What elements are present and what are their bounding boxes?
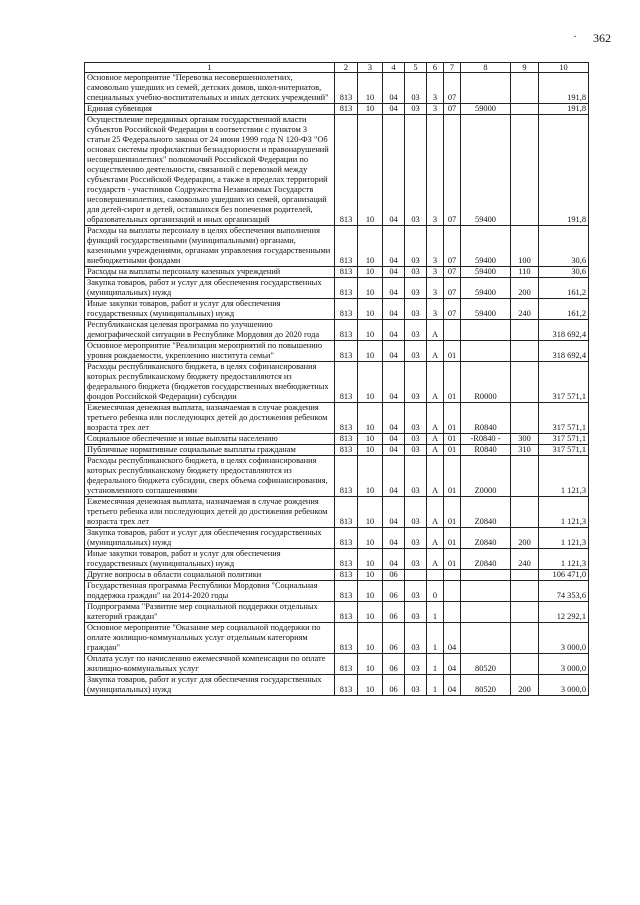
code-cell: 06 bbox=[383, 675, 405, 696]
amount-cell: 106 471,0 bbox=[539, 570, 589, 581]
code-cell: А bbox=[427, 549, 444, 570]
code-cell bbox=[405, 570, 427, 581]
table-row bbox=[85, 278, 589, 299]
code-cell: 04 bbox=[383, 528, 405, 549]
code-cell: 300 bbox=[511, 434, 539, 445]
row-name-cell: Расходы на выплаты персоналу казенных учреждений bbox=[85, 267, 335, 278]
code-cell: А bbox=[427, 456, 444, 497]
code-cell: 3 bbox=[427, 226, 444, 267]
code-cell: 1 bbox=[427, 602, 444, 623]
code-cell: R0840 bbox=[461, 445, 511, 456]
amount-cell: 318 692,4 bbox=[539, 341, 589, 362]
amount-cell: 3 000,0 bbox=[539, 675, 589, 696]
code-cell: 813 bbox=[335, 456, 358, 497]
row-name-cell: Социальное обеспечение и иные выплаты населению bbox=[85, 434, 335, 445]
code-cell: 04 bbox=[444, 675, 461, 696]
code-cell bbox=[461, 320, 511, 341]
code-cell: 06 bbox=[383, 602, 405, 623]
code-cell: 03 bbox=[405, 320, 427, 341]
code-cell: 04 bbox=[383, 226, 405, 267]
code-cell bbox=[511, 73, 539, 104]
code-cell bbox=[511, 320, 539, 341]
amount-cell: 317 571,1 bbox=[539, 434, 589, 445]
code-cell: 3 bbox=[427, 299, 444, 320]
row-name-cell: Расходы республиканского бюджета, в целях софинансирования которых республиканскому бюджету предоставляются из федерального бюджета (бюджетов государственных внебюджетных фондов Российской Федерации) субсидии bbox=[85, 362, 335, 403]
code-cell: 04 bbox=[444, 654, 461, 675]
code-cell: 04 bbox=[383, 299, 405, 320]
code-cell: 03 bbox=[405, 104, 427, 115]
table-row bbox=[85, 267, 589, 278]
code-cell: 03 bbox=[405, 456, 427, 497]
table-row bbox=[85, 226, 589, 267]
code-cell: 10 bbox=[358, 528, 383, 549]
code-cell: 03 bbox=[405, 434, 427, 445]
code-cell: 10 bbox=[358, 403, 383, 434]
table-row bbox=[85, 115, 589, 226]
row-name-cell: Подпрограмма "Развитие мер социальной поддержки отдельных категорий граждан" bbox=[85, 602, 335, 623]
code-cell: А bbox=[427, 434, 444, 445]
code-cell: 01 bbox=[444, 549, 461, 570]
row-name-cell: Осуществление переданных органам государственной власти субъектов Российской Федерации в соответствии с пунктом 3 статьи 25 Федерального закона от 24 июня 1999 года N 120-ФЗ "Об основах системы профилактики безнадзорности и правонарушений несовершеннолетних" полномочий Российской Федерации по осуществлению деятельности, связанной с перевозкой между субъектами Российской Федерации, а также в пределах территорий государств - участников Содружества Независимых Государств несовершеннолетних, самовольно ушедших из семей, организаций для детей-сирот и детей, оставшихся без попечения родителей, образовательных организаций и иных организаций bbox=[85, 115, 335, 226]
table-row bbox=[85, 320, 589, 341]
code-cell: 10 bbox=[358, 299, 383, 320]
code-cell: 06 bbox=[383, 623, 405, 654]
code-cell: 10 bbox=[358, 320, 383, 341]
code-cell: 03 bbox=[405, 602, 427, 623]
row-name-cell: Ежемесячная денежная выплата, назначаемая в случае рождения третьего ребенка или последующих детей до достижения ребенком возраста трех лет bbox=[85, 497, 335, 528]
row-name-cell: Основное мероприятие "Перевозка несовершеннолетних, самовольно ушедших из семей, детских домов, школ-интернатов, специальных учебно-воспитательных и иных детских учреждений" bbox=[85, 73, 335, 104]
code-cell: 813 bbox=[335, 497, 358, 528]
row-name-cell: Расходы на выплаты персоналу в целях обеспечения выполнения функций государственными (муниципальными) органами, казенными учреждениями, органами управления государственными внебюджетными фондами bbox=[85, 226, 335, 267]
code-cell: 10 bbox=[358, 278, 383, 299]
code-cell: 813 bbox=[335, 226, 358, 267]
page-number-value: 362 bbox=[593, 31, 611, 45]
code-cell: 200 bbox=[511, 528, 539, 549]
code-cell: 80520 bbox=[461, 675, 511, 696]
code-cell: 10 bbox=[358, 456, 383, 497]
code-cell: 813 bbox=[335, 320, 358, 341]
code-cell: 01 bbox=[444, 341, 461, 362]
code-cell: 07 bbox=[444, 73, 461, 104]
code-cell: 110 bbox=[511, 267, 539, 278]
code-cell: 03 bbox=[405, 115, 427, 226]
amount-cell: 3 000,0 bbox=[539, 654, 589, 675]
code-cell bbox=[511, 362, 539, 403]
code-cell: 03 bbox=[405, 528, 427, 549]
code-cell: 10 bbox=[358, 434, 383, 445]
code-cell: 813 bbox=[335, 570, 358, 581]
amount-cell: 317 571,1 bbox=[539, 403, 589, 434]
code-cell: 04 bbox=[383, 549, 405, 570]
code-cell: 10 bbox=[358, 445, 383, 456]
code-cell: 10 bbox=[358, 581, 383, 602]
code-cell: 04 bbox=[383, 497, 405, 528]
code-cell bbox=[511, 497, 539, 528]
table-row bbox=[85, 456, 589, 497]
code-cell: 80520 bbox=[461, 654, 511, 675]
code-cell: 03 bbox=[405, 403, 427, 434]
code-cell bbox=[461, 570, 511, 581]
code-cell: 10 bbox=[358, 226, 383, 267]
column-header: 3 bbox=[358, 63, 383, 73]
table-row bbox=[85, 549, 589, 570]
code-cell: 03 bbox=[405, 278, 427, 299]
row-name-cell: Республиканская целевая программа по улучшению демографической ситуации в Республике Мордовия до 2020 года bbox=[85, 320, 335, 341]
amount-cell: 318 692,4 bbox=[539, 320, 589, 341]
code-cell: 1 bbox=[427, 675, 444, 696]
row-name-cell: Государственная программа Республики Мордовия "Социальная поддержка граждан" на 2014-2020 годы bbox=[85, 581, 335, 602]
code-cell: 0 bbox=[427, 581, 444, 602]
code-cell: 59400 bbox=[461, 115, 511, 226]
row-name-cell: Публичные нормативные социальные выплаты гражданам bbox=[85, 445, 335, 456]
code-cell: 59400 bbox=[461, 278, 511, 299]
code-cell bbox=[511, 654, 539, 675]
code-cell: А bbox=[427, 445, 444, 456]
code-cell bbox=[444, 581, 461, 602]
code-cell: А bbox=[427, 528, 444, 549]
code-cell: 59400 bbox=[461, 267, 511, 278]
code-cell bbox=[444, 602, 461, 623]
column-header: 5 bbox=[405, 63, 427, 73]
code-cell: 59400 bbox=[461, 299, 511, 320]
row-name-cell: Закупка товаров, работ и услуг для обеспечения государственных (муниципальных) нужд bbox=[85, 528, 335, 549]
code-cell: 07 bbox=[444, 104, 461, 115]
code-cell: 10 bbox=[358, 115, 383, 226]
code-cell: 03 bbox=[405, 299, 427, 320]
code-cell: 813 bbox=[335, 528, 358, 549]
table-row bbox=[85, 299, 589, 320]
code-cell: 04 bbox=[383, 104, 405, 115]
code-cell bbox=[511, 115, 539, 226]
code-cell: 03 bbox=[405, 623, 427, 654]
row-name-cell: Ежемесячная денежная выплата, назначаемая в случае рождения третьего ребенка или последующих детей до достижения ребенком возраста трех лет bbox=[85, 403, 335, 434]
table-row bbox=[85, 675, 589, 696]
code-cell: 3 bbox=[427, 278, 444, 299]
code-cell bbox=[461, 73, 511, 104]
code-cell: Z0840 bbox=[461, 549, 511, 570]
code-cell: 813 bbox=[335, 602, 358, 623]
code-cell bbox=[461, 581, 511, 602]
table-row bbox=[85, 528, 589, 549]
code-cell: 240 bbox=[511, 299, 539, 320]
amount-cell: 30,6 bbox=[539, 226, 589, 267]
code-cell: 813 bbox=[335, 115, 358, 226]
code-cell: 10 bbox=[358, 104, 383, 115]
code-cell: 06 bbox=[383, 654, 405, 675]
code-cell: R0840 bbox=[461, 403, 511, 434]
table-row bbox=[85, 497, 589, 528]
code-cell: 04 bbox=[383, 341, 405, 362]
row-name-cell: Закупка товаров, работ и услуг для обеспечения государственных (муниципальных) нужд bbox=[85, 675, 335, 696]
table-row bbox=[85, 104, 589, 115]
code-cell: 10 bbox=[358, 362, 383, 403]
header-row bbox=[85, 63, 589, 73]
code-cell: 01 bbox=[444, 434, 461, 445]
code-cell bbox=[511, 104, 539, 115]
budget-table bbox=[84, 62, 589, 696]
code-cell: А bbox=[427, 362, 444, 403]
column-header: 6 bbox=[427, 63, 444, 73]
code-cell bbox=[511, 623, 539, 654]
code-cell: 07 bbox=[444, 115, 461, 226]
table-row bbox=[85, 570, 589, 581]
code-cell bbox=[511, 456, 539, 497]
code-cell: 10 bbox=[358, 654, 383, 675]
table-row bbox=[85, 581, 589, 602]
page-dot: · bbox=[573, 29, 577, 43]
code-cell: 813 bbox=[335, 581, 358, 602]
table-row bbox=[85, 434, 589, 445]
code-cell: 1 bbox=[427, 623, 444, 654]
code-cell: 10 bbox=[358, 73, 383, 104]
code-cell: 3 bbox=[427, 73, 444, 104]
table-row bbox=[85, 403, 589, 434]
code-cell: 04 bbox=[383, 362, 405, 403]
table-row bbox=[85, 362, 589, 403]
code-cell: 3 bbox=[427, 104, 444, 115]
code-cell: 813 bbox=[335, 623, 358, 654]
code-cell: 03 bbox=[405, 267, 427, 278]
amount-cell: 1 121,3 bbox=[539, 497, 589, 528]
code-cell: 813 bbox=[335, 299, 358, 320]
code-cell: 240 bbox=[511, 549, 539, 570]
column-header: 8 bbox=[461, 63, 511, 73]
code-cell: А bbox=[427, 320, 444, 341]
code-cell: -R0840 - bbox=[461, 434, 511, 445]
code-cell: Z0840 bbox=[461, 497, 511, 528]
row-name-cell: Единая субвенция bbox=[85, 104, 335, 115]
code-cell: 01 bbox=[444, 362, 461, 403]
code-cell: 813 bbox=[335, 675, 358, 696]
code-cell: 813 bbox=[335, 434, 358, 445]
code-cell: 04 bbox=[383, 445, 405, 456]
code-cell: 813 bbox=[335, 445, 358, 456]
code-cell: 10 bbox=[358, 341, 383, 362]
code-cell: 813 bbox=[335, 73, 358, 104]
code-cell: 06 bbox=[383, 570, 405, 581]
amount-cell: 1 121,3 bbox=[539, 528, 589, 549]
code-cell: 03 bbox=[405, 497, 427, 528]
code-cell: 03 bbox=[405, 654, 427, 675]
code-cell: 813 bbox=[335, 341, 358, 362]
code-cell bbox=[444, 320, 461, 341]
code-cell: 04 bbox=[383, 73, 405, 104]
code-cell: 10 bbox=[358, 675, 383, 696]
row-name-cell: Иные закупки товаров, работ и услуг для обеспечения государственных (муниципальных) нужд bbox=[85, 299, 335, 320]
code-cell: 59000 bbox=[461, 104, 511, 115]
code-cell: 10 bbox=[358, 602, 383, 623]
row-name-cell: Другие вопросы в области социальной политики bbox=[85, 570, 335, 581]
code-cell: 04 bbox=[383, 403, 405, 434]
table-row bbox=[85, 654, 589, 675]
amount-cell: 1 121,3 bbox=[539, 549, 589, 570]
amount-cell: 1 121,3 bbox=[539, 456, 589, 497]
code-cell: 01 bbox=[444, 528, 461, 549]
code-cell: 813 bbox=[335, 549, 358, 570]
column-header: 2 bbox=[335, 63, 358, 73]
code-cell: 1 bbox=[427, 654, 444, 675]
code-cell: 03 bbox=[405, 675, 427, 696]
amount-cell: 74 353,6 bbox=[539, 581, 589, 602]
code-cell: 03 bbox=[405, 445, 427, 456]
code-cell bbox=[461, 341, 511, 362]
code-cell: 3 bbox=[427, 115, 444, 226]
row-name-cell: Иные закупки товаров, работ и услуг для обеспечения государственных (муниципальных) нужд bbox=[85, 549, 335, 570]
code-cell: 10 bbox=[358, 497, 383, 528]
column-header: 1 bbox=[85, 63, 335, 73]
amount-cell: 191,8 bbox=[539, 73, 589, 104]
code-cell: 813 bbox=[335, 278, 358, 299]
code-cell: 04 bbox=[383, 456, 405, 497]
amount-cell: 161,2 bbox=[539, 278, 589, 299]
amount-cell: 3 000,0 bbox=[539, 623, 589, 654]
code-cell: 3 bbox=[427, 267, 444, 278]
table-row bbox=[85, 602, 589, 623]
code-cell: 01 bbox=[444, 403, 461, 434]
code-cell: Z0840 bbox=[461, 528, 511, 549]
code-cell: 04 bbox=[383, 115, 405, 226]
column-header: 10 bbox=[539, 63, 589, 73]
code-cell: 813 bbox=[335, 362, 358, 403]
code-cell: А bbox=[427, 497, 444, 528]
code-cell: 200 bbox=[511, 278, 539, 299]
code-cell: 07 bbox=[444, 299, 461, 320]
code-cell bbox=[444, 570, 461, 581]
code-cell: 01 bbox=[444, 497, 461, 528]
code-cell: 813 bbox=[335, 654, 358, 675]
code-cell: 01 bbox=[444, 445, 461, 456]
code-cell: 04 bbox=[383, 278, 405, 299]
amount-cell: 12 292,1 bbox=[539, 602, 589, 623]
code-cell: 04 bbox=[383, 320, 405, 341]
code-cell: Z0000 bbox=[461, 456, 511, 497]
code-cell bbox=[511, 570, 539, 581]
row-name-cell: Расходы республиканского бюджета, в целях софинансирования которых республиканскому бюджету предоставляются из федерального бюджета субсидии, сверх объема софинансирования, установленного соглашениями bbox=[85, 456, 335, 497]
code-cell bbox=[427, 570, 444, 581]
code-cell bbox=[511, 602, 539, 623]
amount-cell: 191,8 bbox=[539, 104, 589, 115]
code-cell: 07 bbox=[444, 226, 461, 267]
code-cell: А bbox=[427, 341, 444, 362]
amount-cell: 317 571,1 bbox=[539, 445, 589, 456]
row-name-cell: Оплата услуг по начислению ежемесячной компенсации по оплате жилищно-коммунальных услуг bbox=[85, 654, 335, 675]
column-header: 7 bbox=[444, 63, 461, 73]
code-cell bbox=[461, 623, 511, 654]
code-cell: 04 bbox=[444, 623, 461, 654]
code-cell: 813 bbox=[335, 104, 358, 115]
code-cell: 06 bbox=[383, 581, 405, 602]
code-cell: 03 bbox=[405, 549, 427, 570]
code-cell: 03 bbox=[405, 362, 427, 403]
column-header: 4 bbox=[383, 63, 405, 73]
code-cell: 04 bbox=[383, 267, 405, 278]
code-cell: 03 bbox=[405, 581, 427, 602]
table-row bbox=[85, 341, 589, 362]
row-name-cell: Основное мероприятие "Реализация мероприятий по повышению уровня рождаемости, укреплению института семьи" bbox=[85, 341, 335, 362]
code-cell: 10 bbox=[358, 267, 383, 278]
amount-cell: 161,2 bbox=[539, 299, 589, 320]
code-cell: 10 bbox=[358, 570, 383, 581]
column-header: 9 bbox=[511, 63, 539, 73]
code-cell: R0000 bbox=[461, 362, 511, 403]
table-row bbox=[85, 445, 589, 456]
code-cell bbox=[511, 403, 539, 434]
code-cell: 03 bbox=[405, 73, 427, 104]
code-cell: 310 bbox=[511, 445, 539, 456]
code-cell: 10 bbox=[358, 623, 383, 654]
code-cell: 07 bbox=[444, 267, 461, 278]
row-name-cell: Основное мероприятие "Оказание мер социальной поддержки по оплате жилищно-коммунальных услуг отдельным категориям граждан" bbox=[85, 623, 335, 654]
code-cell: 813 bbox=[335, 403, 358, 434]
amount-cell: 30,6 bbox=[539, 267, 589, 278]
code-cell bbox=[461, 602, 511, 623]
amount-cell: 191,8 bbox=[539, 115, 589, 226]
code-cell: 07 bbox=[444, 278, 461, 299]
table-row bbox=[85, 73, 589, 104]
code-cell bbox=[511, 581, 539, 602]
code-cell: 03 bbox=[405, 226, 427, 267]
code-cell: 04 bbox=[383, 434, 405, 445]
page-number bbox=[573, 29, 611, 46]
code-cell bbox=[511, 341, 539, 362]
code-cell: 59400 bbox=[461, 226, 511, 267]
code-cell: 813 bbox=[335, 267, 358, 278]
amount-cell: 317 571,1 bbox=[539, 362, 589, 403]
table-row bbox=[85, 623, 589, 654]
code-cell: 01 bbox=[444, 456, 461, 497]
row-name-cell: Закупка товаров, работ и услуг для обеспечения государственных (муниципальных) нужд bbox=[85, 278, 335, 299]
code-cell: 200 bbox=[511, 675, 539, 696]
code-cell: 10 bbox=[358, 549, 383, 570]
code-cell: А bbox=[427, 403, 444, 434]
code-cell: 100 bbox=[511, 226, 539, 267]
code-cell: 03 bbox=[405, 341, 427, 362]
